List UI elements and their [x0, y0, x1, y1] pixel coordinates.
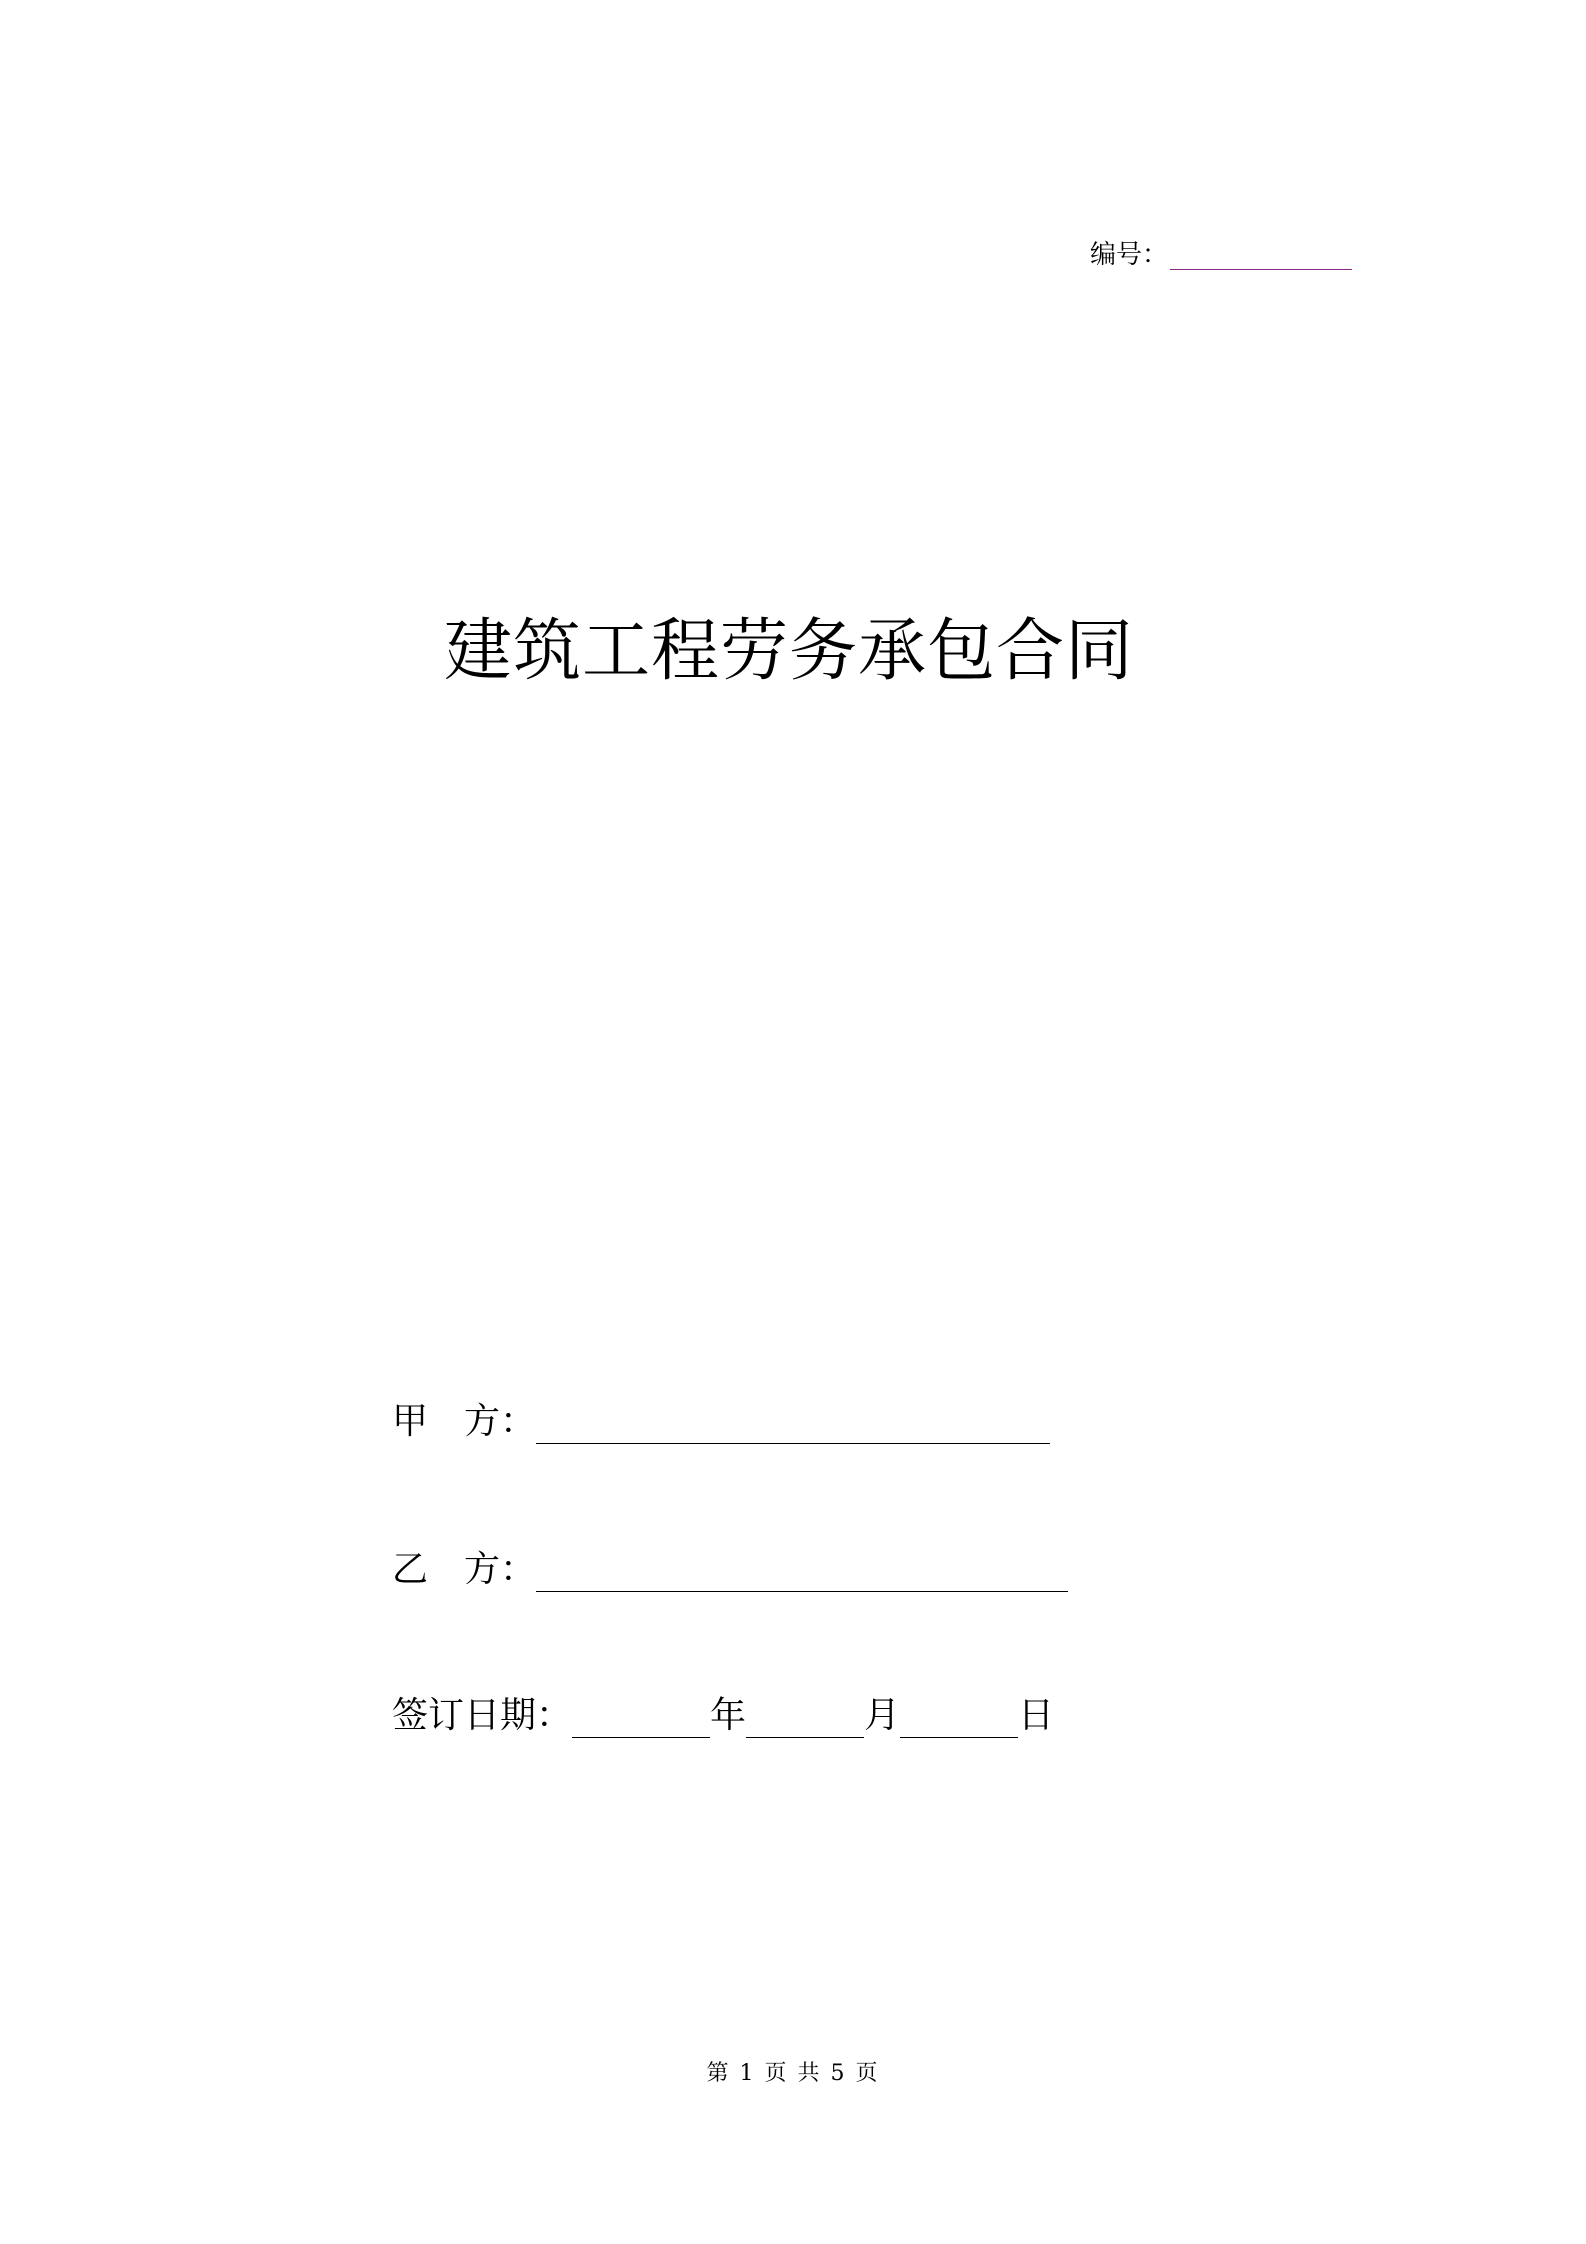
document-number — [1090, 240, 1352, 270]
party-a-label: 甲 方： — [392, 1401, 537, 1442]
party-b-blank — [536, 1557, 1068, 1592]
party-a-field — [392, 1400, 1050, 1444]
day-blank — [900, 1703, 1018, 1738]
signing-date-label: 签订日期： — [392, 1695, 573, 1736]
document-title: 建筑工程劳务承包合同 — [443, 612, 1134, 691]
page-footer: 第 1 页 共 5 页 — [706, 2061, 880, 2086]
signing-date-field — [392, 1694, 1054, 1738]
party-b-label: 乙 方： — [392, 1549, 537, 1590]
document-number-label: 编号： — [1090, 240, 1169, 270]
day-label: 日 — [1018, 1695, 1055, 1736]
document-number-blank — [1170, 243, 1352, 270]
month-blank — [746, 1703, 864, 1738]
party-b-field — [392, 1548, 1068, 1592]
month-label: 月 — [864, 1695, 901, 1736]
party-a-blank — [536, 1409, 1050, 1444]
year-label: 年 — [710, 1695, 747, 1736]
year-blank — [572, 1703, 710, 1738]
